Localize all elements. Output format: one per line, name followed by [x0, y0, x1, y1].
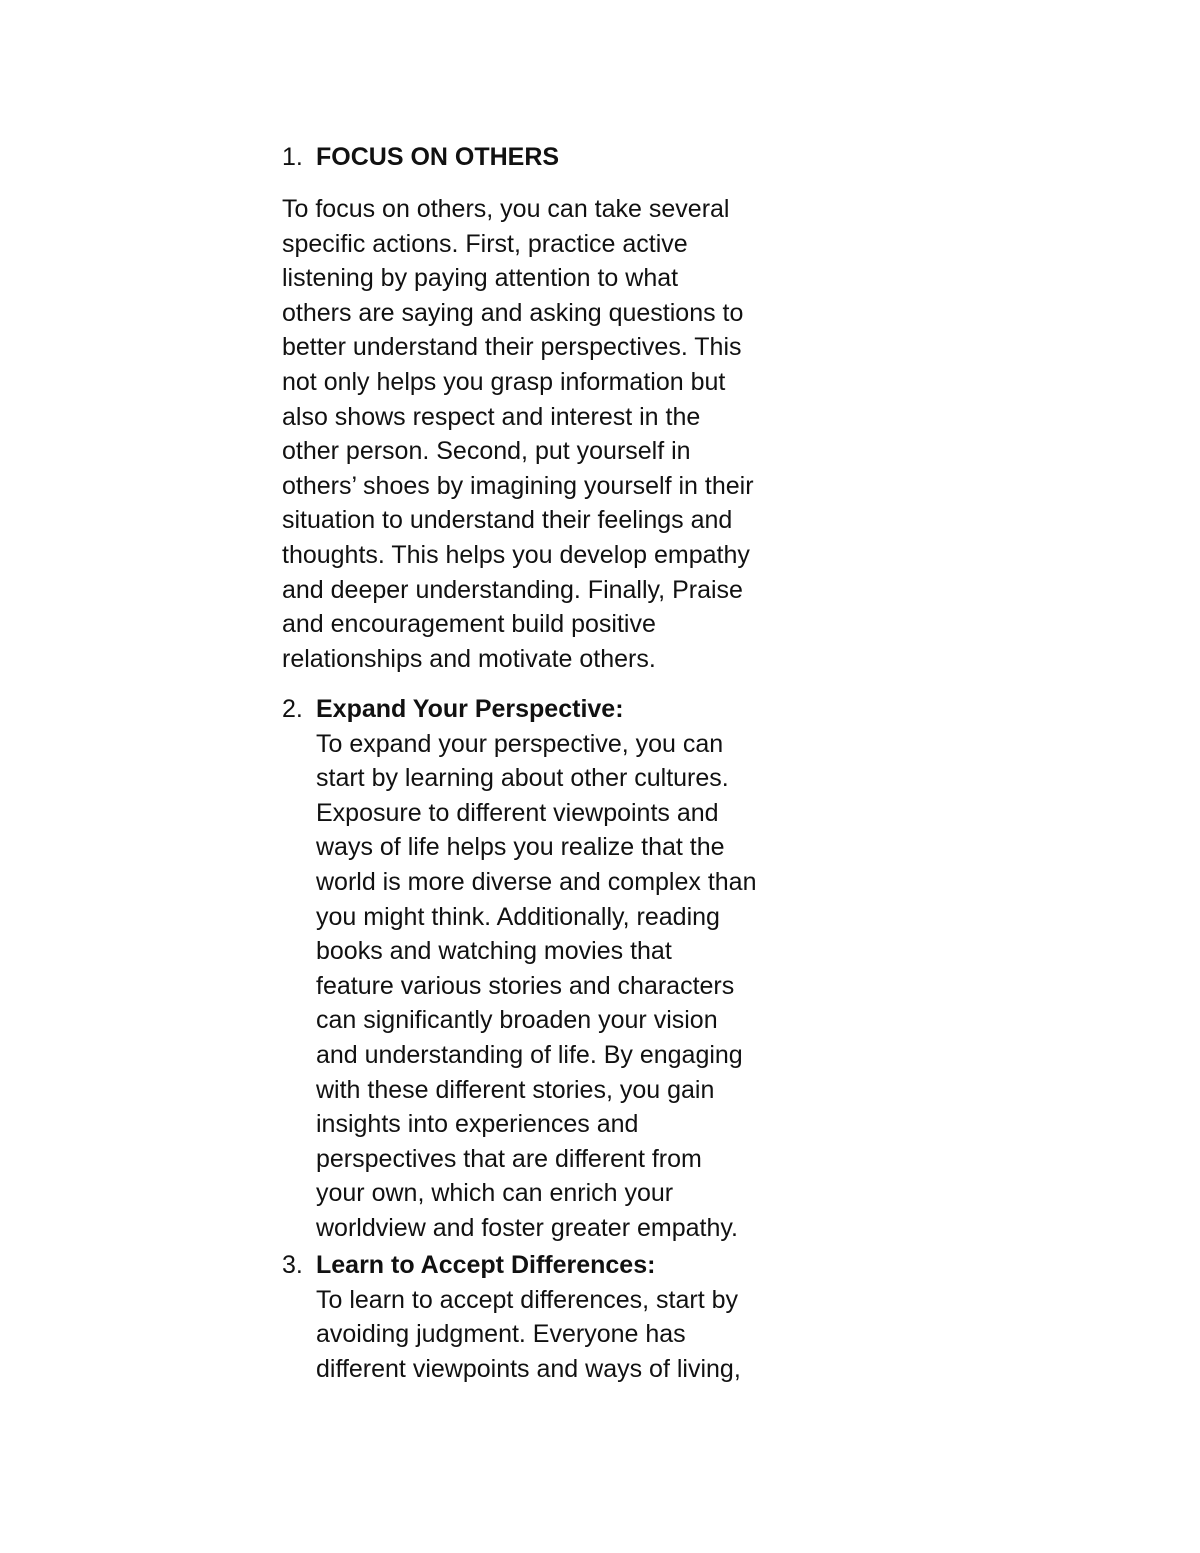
text-line: ways of life helps you realize that the [316, 833, 725, 862]
section-expand-perspective [282, 692, 822, 1246]
text-line: perspectives that are different from [316, 1144, 702, 1173]
section-heading-row [282, 140, 822, 176]
text-line: feature various stories and characters [316, 971, 735, 1000]
text-line: your own, which can enrich your [316, 1179, 674, 1208]
text-line: world is more diverse and complex than [316, 867, 757, 896]
section-number: 3. [282, 1251, 303, 1279]
text-line: To expand your perspective, you can [316, 729, 724, 758]
section-accept-differences [282, 1248, 822, 1386]
text-line: and encouragement build positive [282, 610, 656, 639]
section-content [316, 1248, 816, 1386]
text-line: avoiding judgment. Everyone has [316, 1320, 686, 1349]
section-number: 2. [282, 695, 303, 723]
text-line: with these different stories, you gain [316, 1075, 715, 1104]
text-line: not only helps you grasp information but [282, 367, 726, 396]
text-line: Exposure to different viewpoints and [316, 798, 719, 827]
section-title: Learn to Accept Differences: [316, 1251, 656, 1279]
text-line: To learn to accept differences, start by [316, 1285, 738, 1314]
text-line: and understanding of life. By engaging [316, 1040, 743, 1069]
section-focus-on-others [282, 140, 822, 676]
text-line: situation to understand their feelings and [282, 506, 733, 535]
text-line: specific actions. First, practice active [282, 229, 688, 258]
text-line: also shows respect and interest in the [282, 402, 701, 431]
text-line: To focus on others, you can take several [282, 195, 730, 223]
text-line: insights into experiences and [316, 1110, 639, 1139]
section-content [316, 692, 816, 1246]
text-line: start by learning about other cultures. [316, 764, 729, 793]
section-number: 1. [282, 143, 303, 171]
text-line: others’ shoes by imagining yourself in their [282, 471, 754, 500]
text-line: worldview and foster greater empathy. [316, 1213, 738, 1242]
section-title: FOCUS ON OTHERS [316, 143, 560, 171]
text-line: books and watching movies that [316, 937, 672, 966]
section-body [282, 192, 812, 676]
text-line: thoughts. This helps you develop empathy [282, 540, 750, 569]
text-line: other person. Second, put yourself in [282, 437, 691, 466]
text-line: listening by paying attention to what [282, 264, 679, 293]
section-title: Expand Your Perspective: [316, 695, 624, 723]
text-line: others are saying and asking questions to [282, 298, 744, 327]
text-line: you might think. Additionally, reading [316, 902, 720, 931]
text-line: different viewpoints and ways of living, [316, 1354, 741, 1383]
text-line: better understand their perspectives. This [282, 333, 742, 362]
text-line: can significantly broaden your vision [316, 1006, 718, 1035]
text-line: and deeper understanding. Finally, Praise [282, 575, 743, 604]
text-line: relationships and motivate others. [282, 644, 656, 673]
